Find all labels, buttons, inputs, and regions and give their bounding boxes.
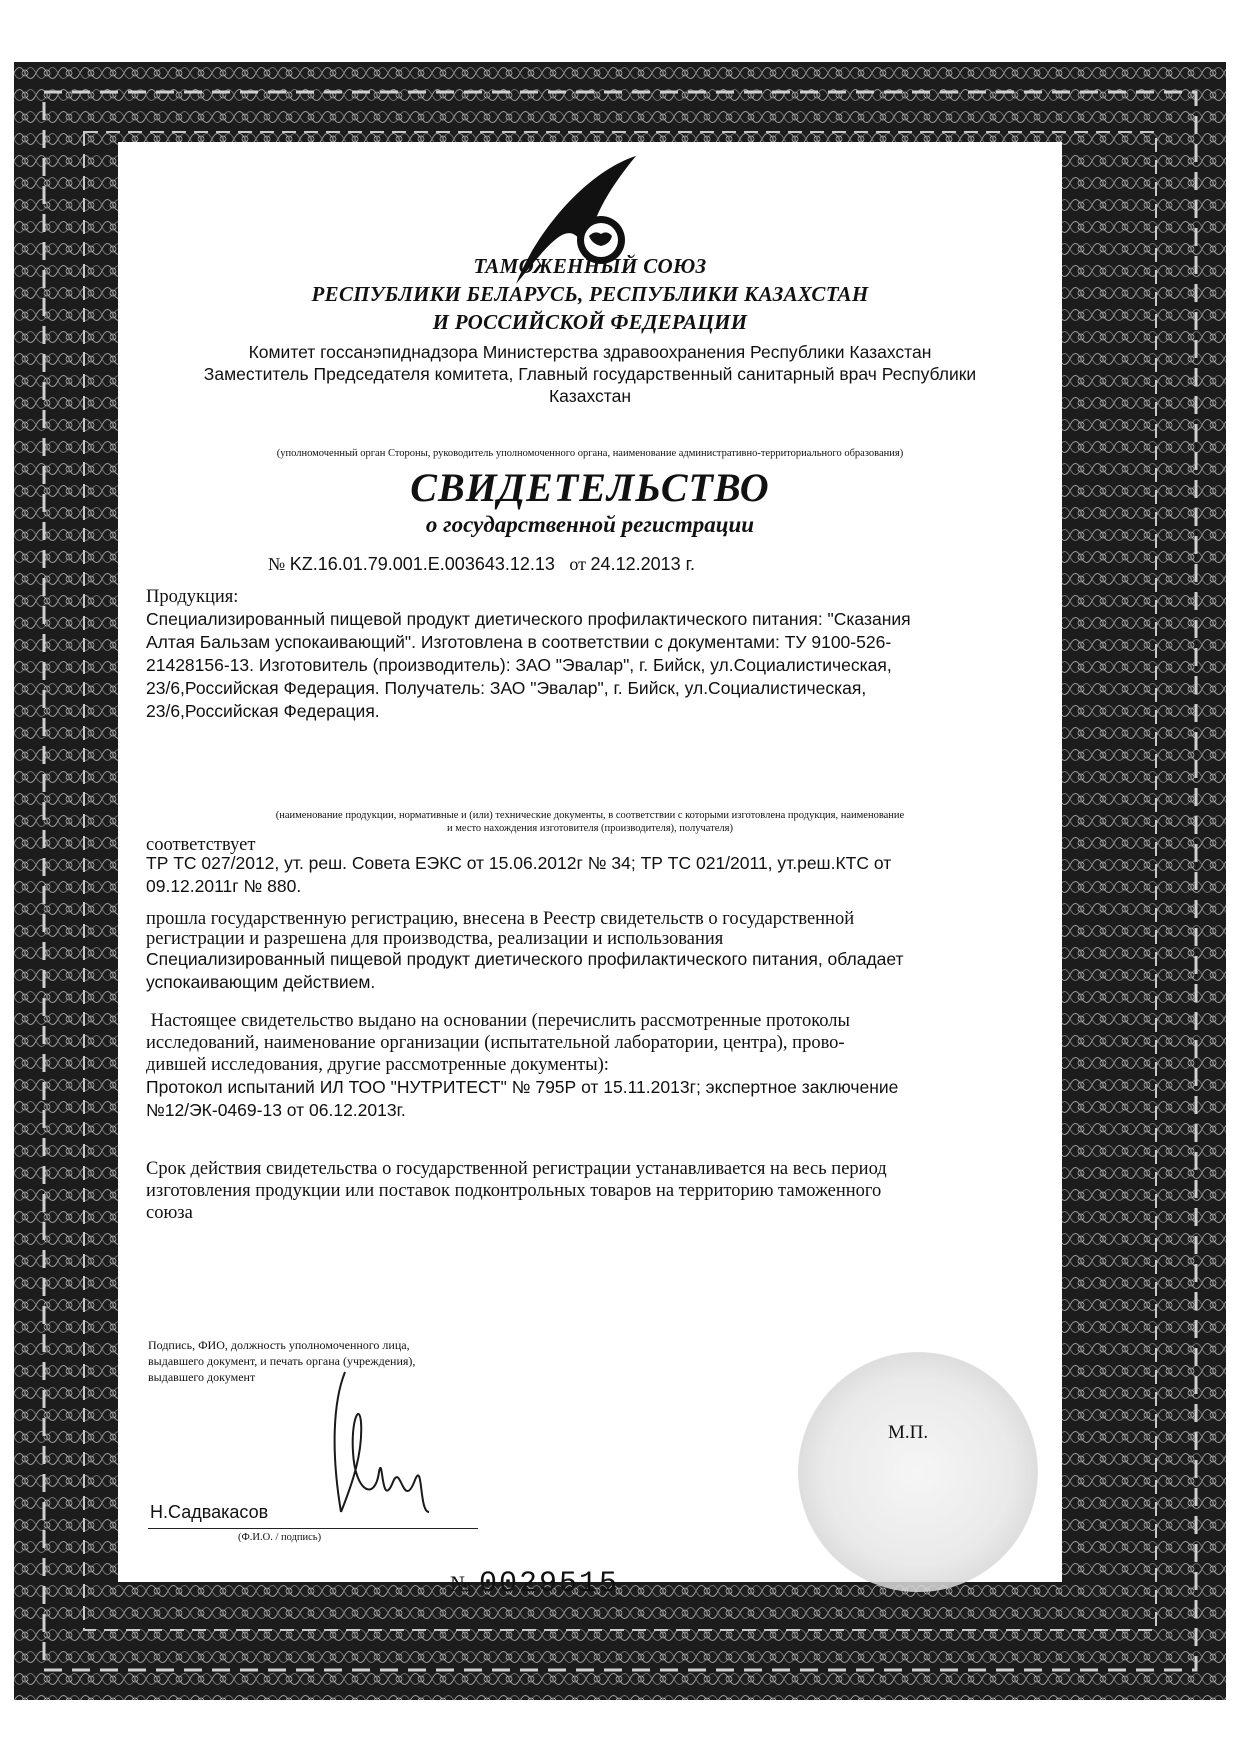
product-line-1: Специализированный пищевой продукт диетического профилактического питания: "Сказания [146,609,911,629]
basis-document-1: Протокол испытаний ИЛ ТОО "НУТРИТЕСТ" № 795Р от 15.11.2013г; экспертное заключение [146,1077,899,1097]
signatory-name: Н.Садвакасов [150,1502,269,1522]
registration-number-line [268,554,695,575]
date-prefix: от [569,554,587,574]
authority-line-2: Заместитель Председателя комитета, Главный государственный санитарный врач Республики [203,364,977,384]
certificate-sheet [118,142,1062,1601]
signature-caption-1: Подпись, ФИО, должность уполномоченного лица, [148,1338,410,1352]
purpose-line-2: успокаивающим действием. [146,972,376,992]
authority-line-3: Казахстан [548,386,631,406]
number-sign: № [268,554,286,574]
signatory-caption: (Ф.И.О. / подпись) [238,1532,322,1543]
product-line-5: 23/6,Российская Федерация. [146,701,380,721]
registration-number: KZ.16.01.79.001.E.003643.12.13 [289,554,555,574]
registration-text-2: регистрации и разрешена для производства, реализации и использования [146,929,724,949]
official-seal [798,1352,1038,1592]
basis-line-1: Настоящее свидетельство выдано на основании (перечислить рассмотренные протоколы [146,1011,850,1031]
basis-line-3: дившей исследования, другие рассмотренные документы): [146,1055,609,1075]
registration-text-1: прошла государственную регистрацию, внесена в Реестр свидетельств о государственной [146,909,855,929]
compliance-line-1: ТР ТС 027/2012, ут. реш. Совета ЕЭКС от 15.06.2012г № 34; ТР ТС 021/2011, ут.реш.КТС от [146,853,892,873]
compliance-line-2: 09.12.2011г № 880. [146,876,302,896]
serial-value: 0029515 [479,1567,620,1601]
compliance-label: соответствует [146,835,256,855]
signature-line [148,1528,478,1529]
purpose-line-1: Специализированный пищевой продукт диетического профилактического питания, обладает [146,949,904,969]
header-union: ТАМОЖЕННЫЙ СОЮЗ [473,254,707,278]
seal-label: М.П. [888,1422,929,1443]
authority-caption: (уполномоченный орган Стороны, руководитель уполномоченного органа, наименование административно-территориального образования) [276,448,904,459]
authority-line-1: Комитет госсанэпиднадзора Министерства здравоохранения Республики Казахстан [248,342,932,362]
signature-caption-2: выдавшего документ, и печать органа (учреждения), [148,1354,416,1368]
product-label: Продукция: [146,587,239,607]
product-caption-2: и место нахождения изготовителя (производителя), получателя) [447,823,733,834]
signature-caption-3: выдавшего документ [148,1370,256,1384]
product-caption-1: (наименование продукции, нормативные и (или) технические документы, в соответствии с которыми изготовлена продукция, наименование [275,810,905,821]
product-line-4: 23/6,Российская Федерация. Получатель: ЗАО "Эвалар", г. Бийск, ул.Социалистическая, [146,678,867,698]
product-line-2: Алтая Бальзам успокаивающий". Изготовлена в соответствии с документами: ТУ 9100-526- [146,632,892,652]
validity-line-2: изготовления продукции или поставок подконтрольных товаров на территорию таможенного [146,1181,882,1201]
registration-date: 24.12.2013 г. [590,554,696,574]
handwritten-signature [323,1362,433,1532]
validity-line-1: Срок действия свидетельства о государственной регистрации устанавливается на весь период [146,1159,887,1179]
basis-document-2: №12/ЭК-0469-13 от 06.12.2013г. [146,1100,406,1120]
product-line-3: 21428156-13. Изготовитель (производитель): ЗАО "Эвалар", г. Бийск, ул.Социалистическая, [146,655,892,675]
form-serial-number [450,1567,619,1601]
header-republics: РЕСПУБЛИКИ БЕЛАРУСЬ, РЕСПУБЛИКИ КАЗАХСТАН [311,282,869,306]
validity-line-3: союза [146,1203,193,1223]
basis-line-2: исследований, наименование организации (испытательной лаборатории, центра), прово- [146,1033,845,1053]
certificate-title: СВИДЕТЕЛЬСТВО [410,465,770,510]
header-federation: И РОССИЙСКОЙ ФЕДЕРАЦИИ [432,310,748,334]
certificate-subtitle: о государственной регистрации [425,512,755,537]
serial-prefix: № [450,1571,471,1596]
